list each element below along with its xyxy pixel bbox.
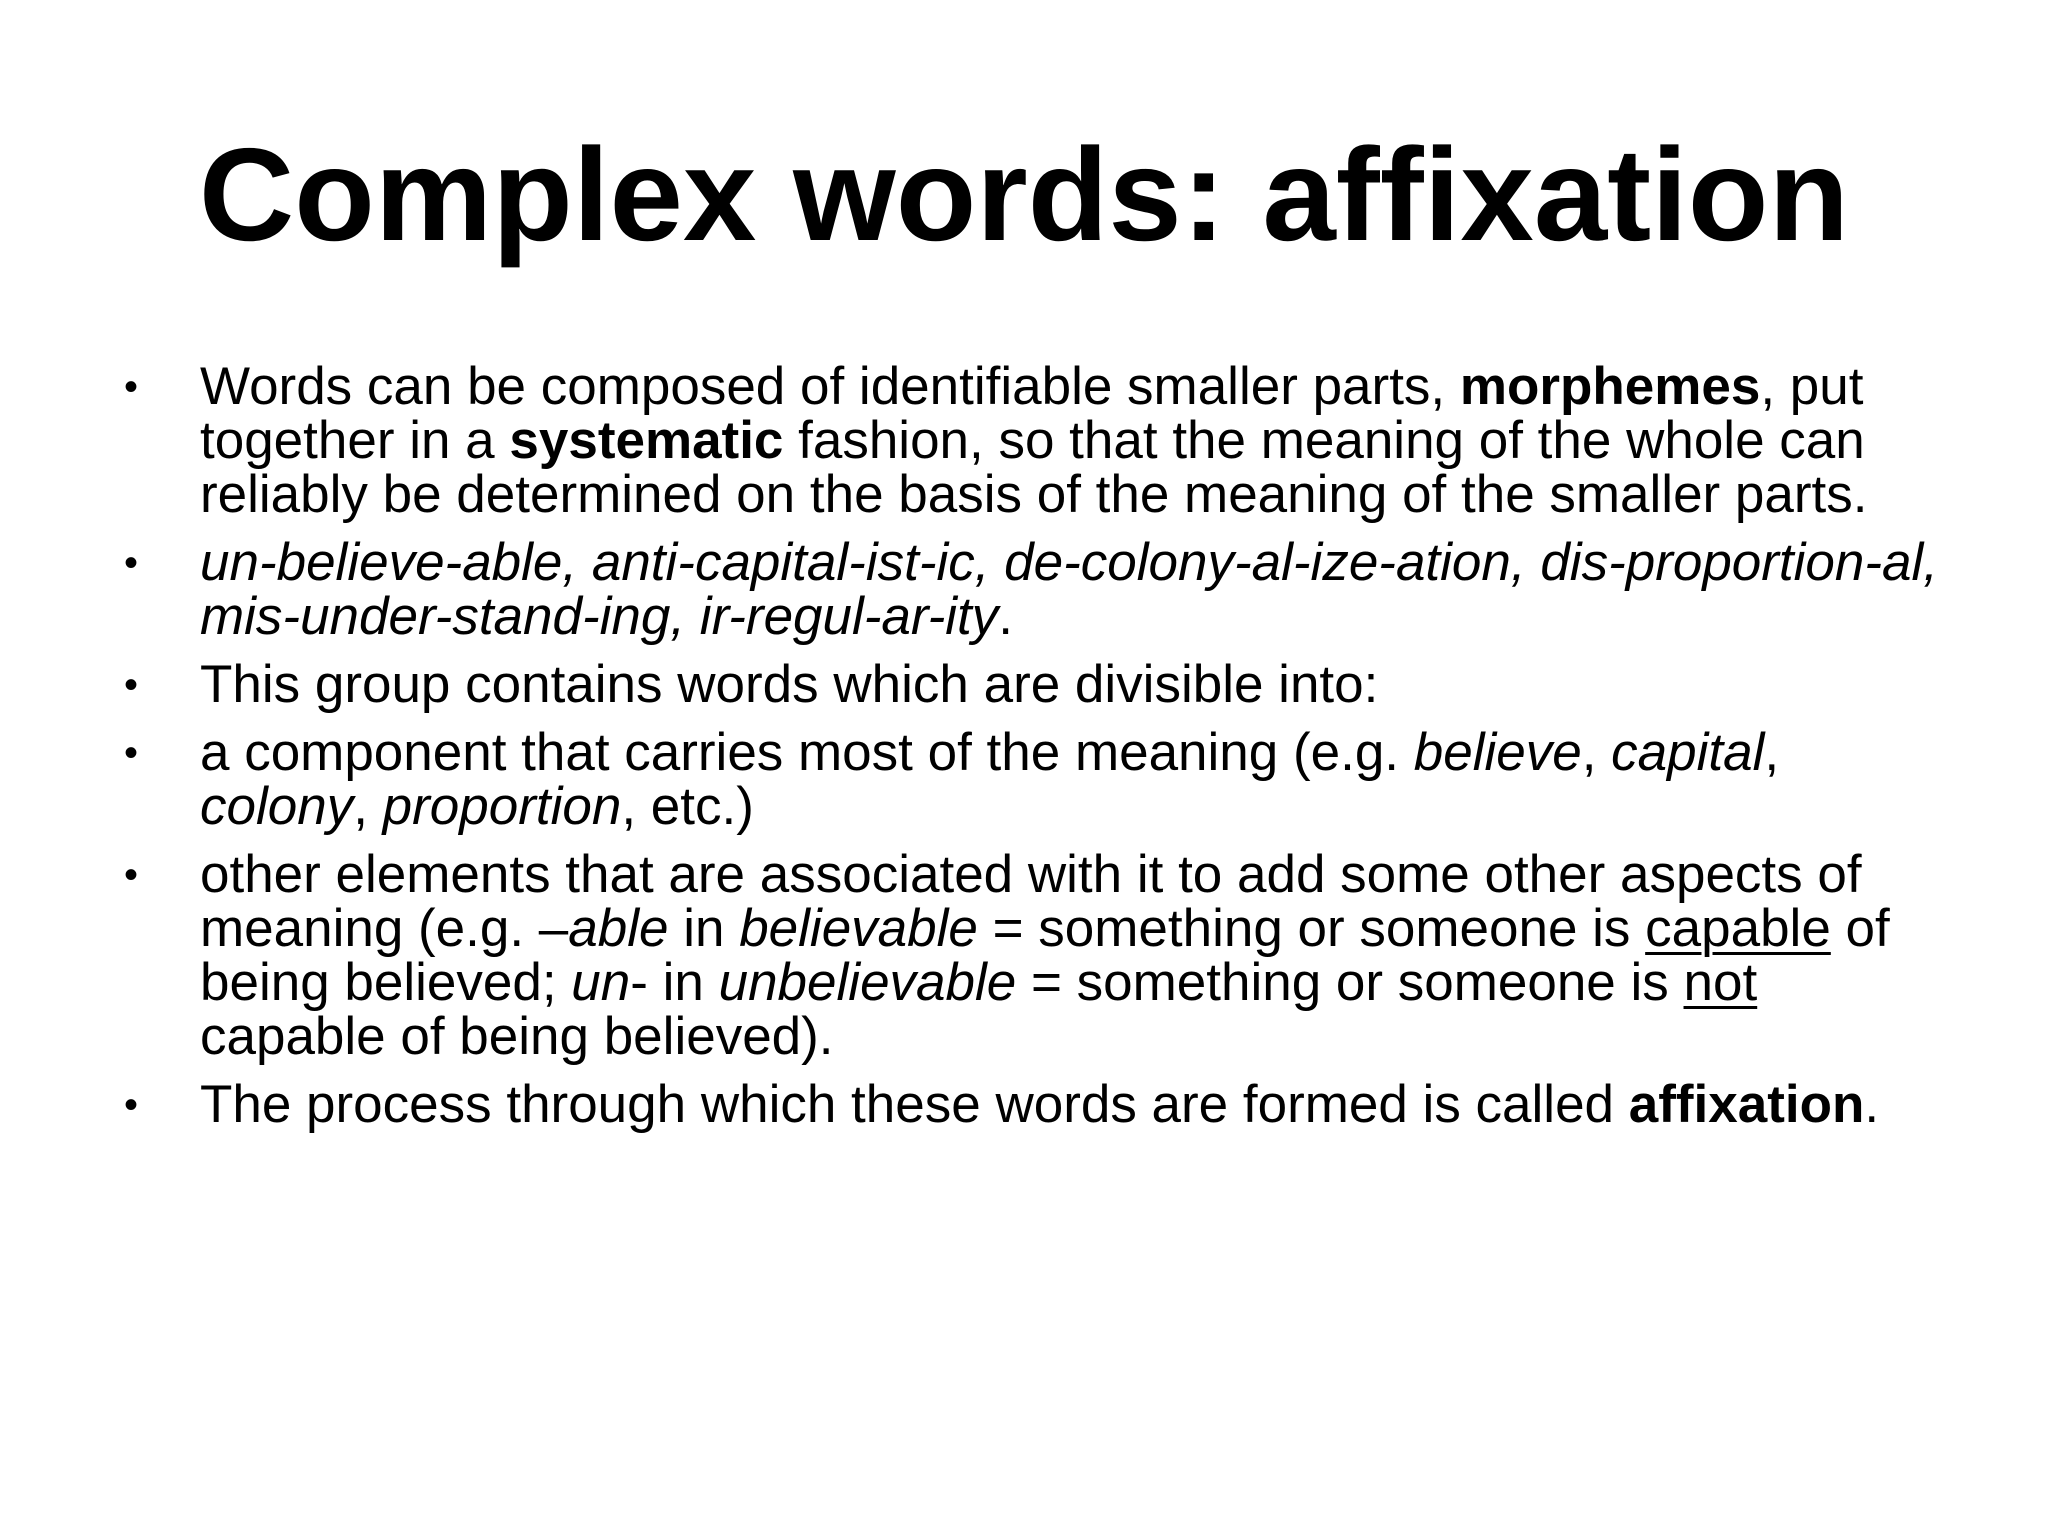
bullet-text: Words can be composed of identifiable smaller parts, <box>200 357 1460 416</box>
underlined-term-capable: capable <box>1645 899 1831 958</box>
bold-term-affixation: affixation <box>1628 1075 1865 1134</box>
bold-term-systematic: systematic <box>509 411 784 470</box>
bullet-item-6 <box>120 1075 1940 1134</box>
bold-term-morphemes: morphemes <box>1459 357 1761 416</box>
italic-term: believable <box>739 899 978 958</box>
underlined-term-not: not <box>1683 953 1758 1012</box>
bullet-text: . <box>998 587 1013 646</box>
slide-title: Complex words: affixation <box>198 121 1850 268</box>
italic-term: proportion <box>382 777 622 836</box>
italic-term: colony <box>200 777 354 836</box>
bullet-text: The process through which these words are formed is called <box>200 1075 1629 1134</box>
bullet-text: , <box>1764 723 1780 782</box>
bullet-text: , <box>353 777 383 836</box>
bullet-text: a component that carries most of the meaning (e.g. <box>200 723 1414 782</box>
bullet-text: of being believed; <box>200 899 1890 1012</box>
bullet-text: in <box>668 899 740 958</box>
bullet-text: capable of being believed). <box>200 1007 834 1066</box>
bullet-dot: • <box>124 365 139 409</box>
bullet-item-2 <box>120 533 1940 646</box>
italic-term: able <box>568 899 669 958</box>
bullet-text: fashion, so that the meaning of the whole can reliably be determined on the basis of the meaning of the smaller parts. <box>200 411 1868 524</box>
italic-term: unbelievable <box>718 953 1017 1012</box>
bullet-dot: • <box>124 541 139 585</box>
bullet-item-4 <box>120 723 1940 836</box>
bullet-item-1 <box>120 357 1940 524</box>
bullet-dot: • <box>124 663 139 707</box>
italic-term: un <box>571 953 631 1012</box>
bullet-dot: • <box>124 731 139 775</box>
bullet-item-3 <box>120 655 1940 714</box>
bullet-list <box>120 357 1940 1146</box>
bullet-dot: • <box>124 1083 139 1127</box>
italic-examples: un-believe-able, anti-capital-ist-ic, de-colony-al-ize-ation, dis-proportion-al, mis-under-stand-ing, ir-regul-ar-ity <box>200 533 1939 646</box>
bullet-text: This group contains words which are divisible into: <box>200 655 1379 714</box>
bullet-text: = something or someone is <box>1016 953 1684 1012</box>
bullet-text: , <box>1581 723 1612 782</box>
bullet-text: other elements that are associated with it to add some other aspects of meaning (e.g. – <box>200 845 1862 958</box>
bullet-text: - in <box>630 953 719 1012</box>
bullet-text: . <box>1864 1075 1880 1134</box>
bullet-text: , etc.) <box>621 777 754 836</box>
bullet-item-5 <box>120 845 1940 1066</box>
bullet-dot: • <box>124 853 139 897</box>
bullet-text: = something or someone is <box>977 899 1646 958</box>
italic-term: capital <box>1611 723 1765 782</box>
italic-term: believe <box>1413 723 1582 782</box>
bullet-text: , put together in a <box>200 357 1864 470</box>
